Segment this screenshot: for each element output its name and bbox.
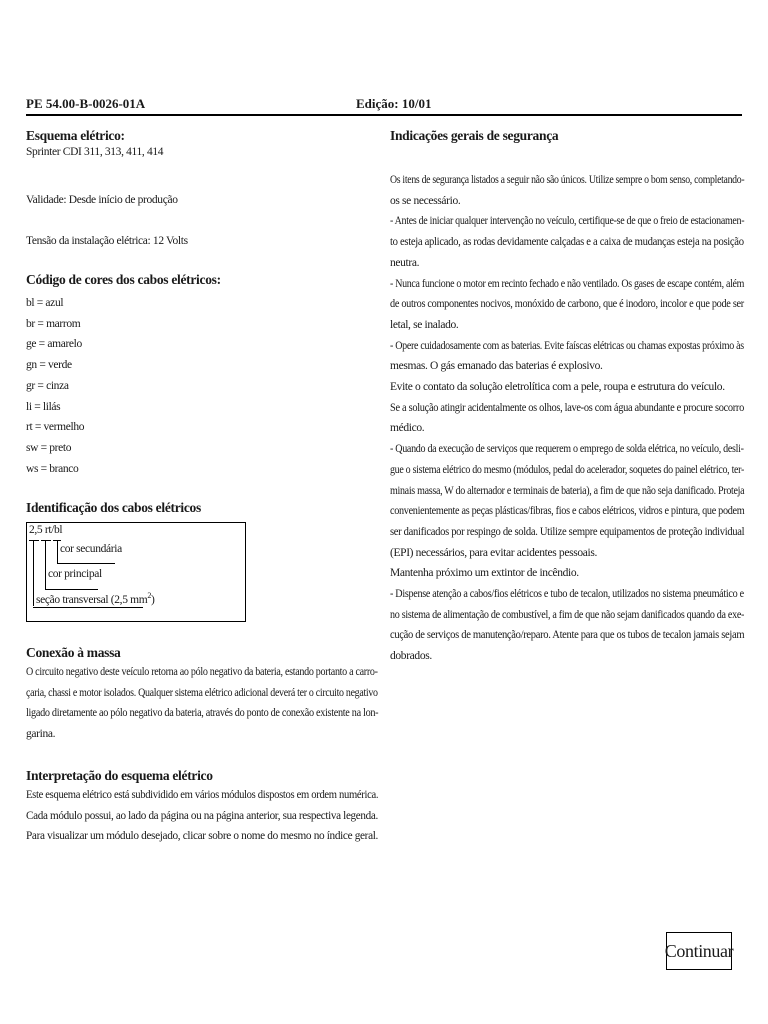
color-code-item: li = lilás (26, 400, 61, 413)
cable-id-title: Identificação dos cabos elétricos (26, 500, 201, 515)
tick-mark (41, 540, 51, 541)
text-line: mesmas. O gás emanado das baterias é explosivo. (390, 360, 603, 373)
right-column (390, 128, 745, 663)
text-line: - Dispense atenção a cabos/fios elétricos e tubo de tecalon, utilizados no sistema pneumático e (390, 588, 744, 601)
voltage-text: Tensão da instalação elétrica: 12 Volts (26, 235, 188, 247)
cable-id-example: 2,5 rt/bl (29, 524, 63, 536)
interpretation-section (26, 768, 386, 847)
text-line: ser danificados por respingo de solda. Utilize sempre equipamentos de proteção individual (390, 525, 745, 538)
text-line: Se a solução atingir acidentalmente os olhos, lave-os com água abundante e procure socorro (390, 401, 744, 414)
ground-section (26, 645, 386, 745)
text-line: de outros componentes nocivos, monóxido de carbono, que é inodoro, incolor e que pode ser (390, 298, 744, 311)
interpretation-text (26, 785, 386, 847)
text-line: Mantenha próximo um extintor de incêndio. (390, 567, 579, 580)
color-code-item: rt = vermelho (26, 421, 85, 434)
color-code-item: ws = branco (26, 462, 79, 475)
secondary-connector-line (57, 540, 58, 564)
tick-mark (29, 540, 39, 541)
schema-title: Esquema elétrico: (26, 128, 125, 143)
color-code-item: sw = preto (26, 441, 72, 454)
color-code-item: bl = azul (26, 297, 64, 309)
text-line: - Opere cuidadosamente com as baterias. Evite faíscas elétricas ou chamas expostas próximo às (390, 339, 744, 352)
text-line: cução de serviços de manutenção/reparo. Atente para que os tubos de tecalon jamais sejam (390, 629, 745, 642)
text-line: garina. (26, 728, 56, 741)
primary-color-label: cor principal (48, 568, 102, 580)
document-code: PE 54.00-B-0026-01A (26, 96, 146, 111)
text-line: letal, se inalado. (390, 318, 459, 331)
text-line: convenientemente as peças plásticas/fibras, fios e cabos elétricos, vidros e pintura, que podem (390, 505, 745, 518)
colors-title: Código de cores dos cabos elétricos: (26, 272, 221, 287)
tick-mark (53, 540, 61, 541)
interpretation-title: Interpretação do esquema elétrico (26, 768, 213, 783)
color-code-item: br = marrom (26, 317, 81, 330)
edition-label: Edição: 10/01 (356, 96, 432, 111)
primary-underline (45, 589, 98, 590)
text-line: Este esquema elétrico está subdividido em vários módulos dispostos em ordem numérica. (26, 789, 379, 801)
color-code-item: gr = cinza (26, 379, 69, 392)
text-line: (EPI) necessários, para evitar acidentes pessoais. (390, 546, 597, 559)
text-line: neutra. (390, 256, 420, 269)
ground-title: Conexão à massa (26, 645, 121, 660)
text-line: - Quando da execução de serviços que requerem o emprego de solda elétrica, no veículo, desli- (390, 443, 744, 456)
text-line: Evite o contato da solução eletrolítica com a pele, roupa e estrutura do veículo. (390, 381, 725, 394)
text-line: os se necessário. (390, 194, 461, 207)
text-line: - Antes de iniciar qualquer intervenção no veículo, certifique-se de que o freio de estacionamen- (390, 215, 745, 228)
secondary-color-label: cor secundária (60, 543, 122, 555)
ground-text (26, 662, 386, 745)
schema-model: Sprinter CDI 311, 313, 411, 414 (26, 146, 164, 158)
text-line: no sistema de alimentação de combustível, a fim de que não sejam danificados quando da exe- (390, 608, 745, 621)
text-line: çaria, chassi e motor isolados. Qualquer sistema elétrico adicional deverá ter o circuito negativo (26, 686, 378, 699)
text-line: minais massa, W do alternador e terminais de bateria), a fim de que não seja danificado. Proteja (390, 484, 745, 497)
text-line: ligado diretamente ao pólo negativo da bateria, através do ponto de conexão existente na lon- (26, 707, 379, 720)
left-column (26, 128, 376, 515)
text-line: Para visualizar um módulo desejado, clicar sobre o nome do mesmo no índice geral. (26, 830, 379, 843)
section-connector-line (33, 540, 34, 606)
text-line: - Nunca funcione o motor em recinto fechado e não ventilado. Os gases de escape contém, além (390, 277, 745, 290)
text-line: to esteja aplicado, as rodas devidamente calçadas e a caixa de mudanças esteja na posição (390, 236, 744, 249)
color-code-item: ge = amarelo (26, 338, 82, 351)
page-header (26, 94, 742, 116)
safety-text (390, 170, 750, 667)
validity-text: Validade: Desde início de produção (26, 194, 178, 206)
secondary-underline (57, 563, 115, 564)
text-line: dobrados. (390, 650, 432, 663)
section-underline (33, 607, 143, 608)
safety-title: Indicações gerais de segurança (390, 128, 559, 143)
color-code-item: gn = verde (26, 359, 72, 372)
text-line: O circuito negativo deste veículo retorna ao pólo negativo da bateria, estando portanto a carro- (26, 666, 378, 678)
color-code-list (26, 293, 84, 479)
continue-button[interactable]: Continuar (666, 932, 732, 970)
text-line: gue o sistema elétrico do mesmo (módulos, pedal do acelerador, soquetes do painel elétrico, ter- (390, 463, 744, 476)
cable-id-diagram (26, 522, 246, 622)
text-line: Os itens de segurança listados a seguir não são únicos. Utilize sempre o bom senso, completando- (390, 174, 745, 186)
section-label: seção transversal (2,5 $mm^2$) (36, 591, 155, 606)
text-line: médico. (390, 422, 425, 435)
primary-connector-line (45, 540, 46, 590)
text-line: Cada módulo possui, ao lado da página ou na página anterior, sua respectiva legenda. (26, 809, 378, 822)
